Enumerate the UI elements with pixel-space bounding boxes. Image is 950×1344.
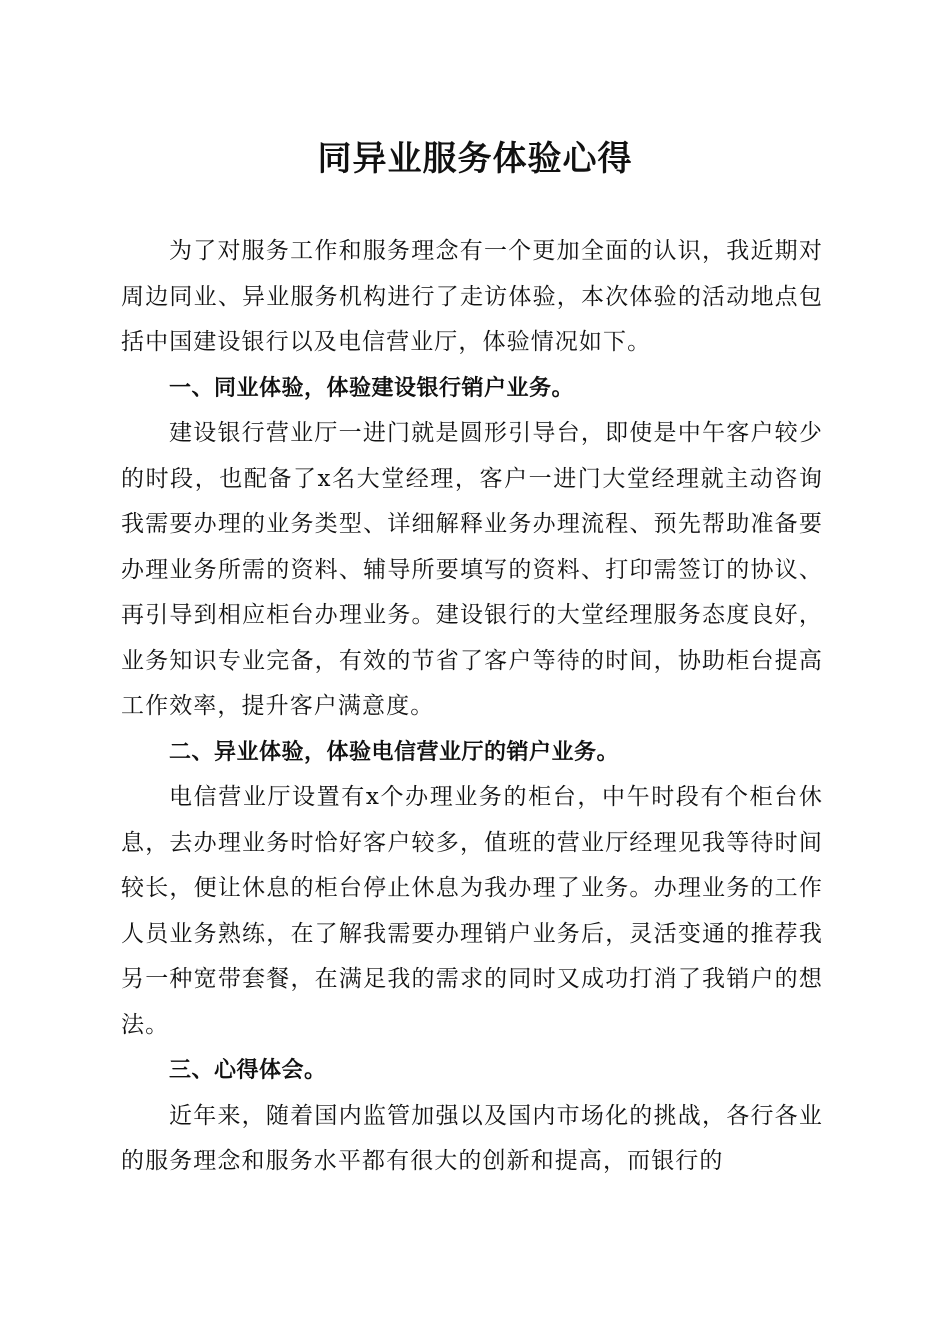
- section-paragraph-3: 近年来，随着国内监管加强以及国内市场化的挑战，各行各业的服务理念和服务水平都有很大的创新和提高，而银行的: [121, 1102, 823, 1174]
- section-paragraph-2: 电信营业厅设置有x个办理业务的柜台，中午时段有个柜台休息，去办理业务时恰好客户较多，值班的营业厅经理见我等待时间较长，便让休息的柜台停止休息为我办理了业务。办理业务的工作人员业务熟练，在了解我需要办理销户业务后，灵活变通的推荐我另一种宽带套餐，在满足我的需求的同时又成功打消了我销户的想法。: [121, 784, 823, 1038]
- intro-paragraph: 为了对服务工作和服务理念有一个更加全面的认识，我近期对周边同业、异业服务机构进行了走访体验，本次体验的活动地点包括中国建设银行以及电信营业厅，体验情况如下。: [121, 238, 823, 355]
- section-heading-2: 二、异业体验，体验电信营业厅的销户业务。: [169, 739, 620, 765]
- document-body: [121, 229, 823, 1185]
- section-heading-1: 一、同业体验，体验建设银行销户业务。: [169, 375, 575, 401]
- section-paragraph-1: 建设银行营业厅一进门就是圆形引导台，即使是中午客户较少的时段，也配备了x名大堂经理，客户一进门大堂经理就主动咨询我需要办理的业务类型、详细解释业务办理流程、预先帮助准备要办理业务所需的资料、辅导所要填写的资料、打印需签订的协议、再引导到相应柜台办理业务。建设银行的大堂经理服务态度良好，业务知识专业完备，有效的节省了客户等待的时间，协助柜台提高工作效率，提升客户满意度。: [121, 420, 823, 719]
- section-heading-3: 三、心得体会。: [169, 1058, 327, 1083]
- document-title: 同异业服务体验心得: [317, 139, 633, 179]
